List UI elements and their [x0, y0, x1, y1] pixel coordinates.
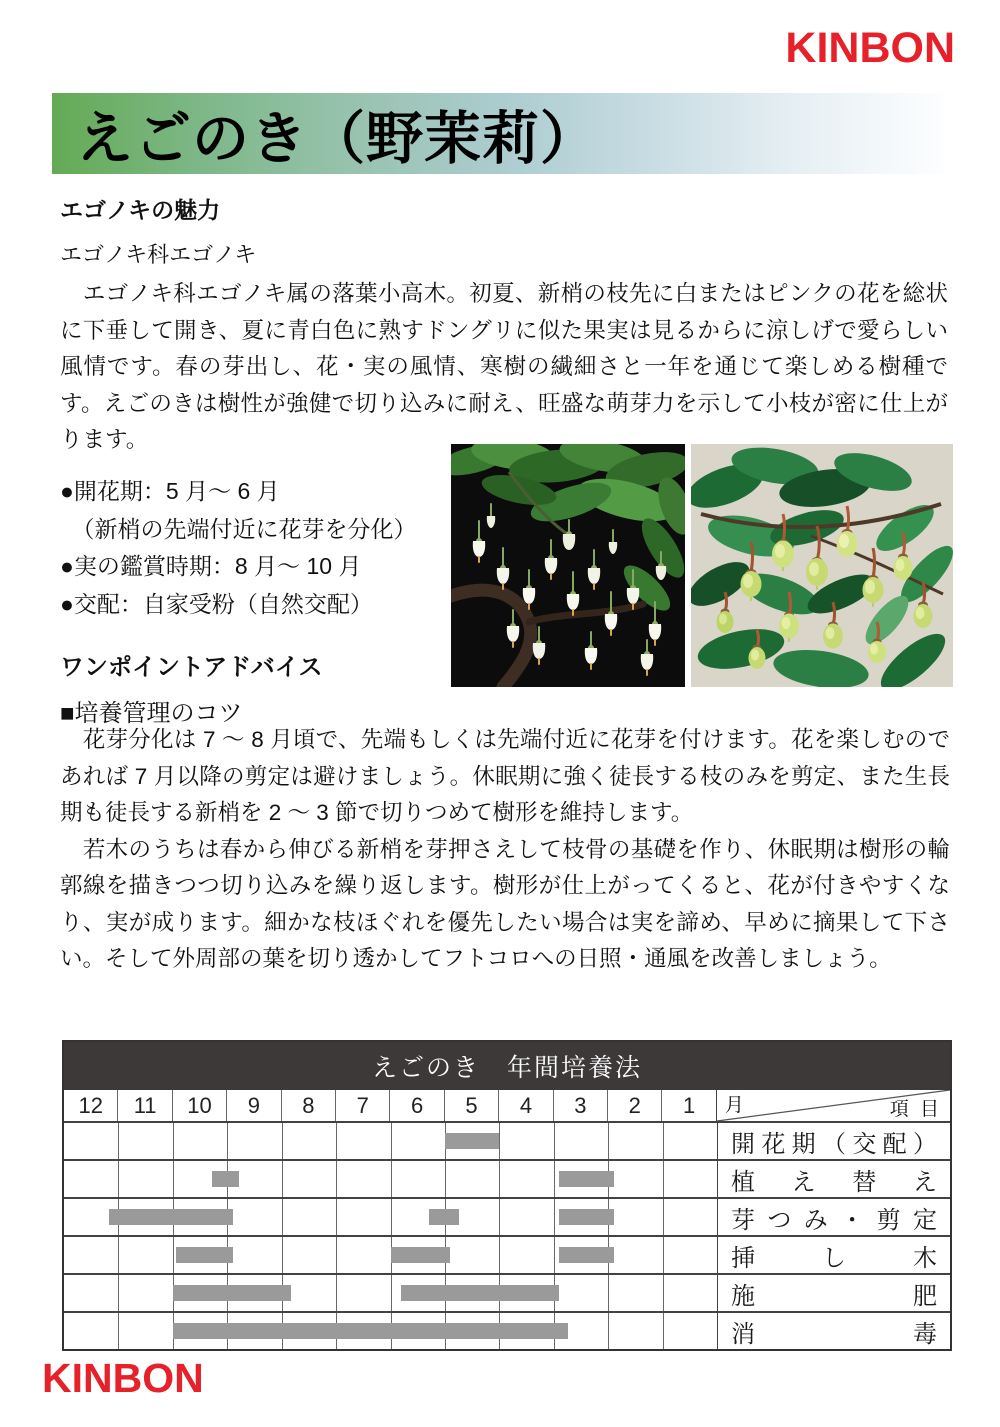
grid-line [663, 1123, 664, 1159]
grid-line [663, 1313, 664, 1349]
calendar-row [64, 1273, 950, 1311]
activity-bar [173, 1285, 291, 1301]
row-label: 開 花 期 （ 交 配 ） [717, 1123, 950, 1159]
calendar-row-grid [64, 1123, 717, 1159]
grid-line [554, 1237, 555, 1273]
grid-line [608, 1313, 609, 1349]
calendar-corner-cell [716, 1090, 950, 1121]
advice-paragraph-1: 花芽分化は 7 ～ 8 月頃で、先端もしくは先端付近に花芽を付けます。花を楽しむのであれば 7 月以降の剪定は避けましょう。休眠期に強く徒長する枝のみを剪定、また生長期も徒長する新梢を 2 ～ 3 節で切りつめて樹形を維持します。 [60, 727, 950, 825]
fact-line: ●交配：自家受粉（自然交配） [60, 590, 373, 617]
grid-line [499, 1199, 500, 1235]
activity-bar [109, 1209, 233, 1225]
month-cell: 2 [608, 1090, 662, 1121]
fact-line: （新梢の先端付近に花芽を分化） [60, 515, 417, 542]
row-label: 消 毒 [717, 1313, 950, 1349]
month-cell: 12 [64, 1090, 118, 1121]
grid-line [663, 1161, 664, 1197]
grid-line [554, 1199, 555, 1235]
row-label: 植 え 替 え [717, 1161, 950, 1197]
month-cell: 11 [118, 1090, 172, 1121]
grid-line [173, 1237, 174, 1273]
fact-line: ●実の鑑賞時期：8 月～ 10 月 [60, 553, 362, 579]
grid-line [118, 1275, 119, 1311]
grid-line [118, 1313, 119, 1349]
calendar-row-grid [64, 1199, 717, 1235]
activity-bar [401, 1285, 559, 1301]
activity-bar [212, 1171, 239, 1187]
calendar-row [64, 1159, 950, 1197]
grid-line [391, 1123, 392, 1159]
intro-section [60, 192, 948, 459]
month-cell: 1 [662, 1090, 716, 1121]
month-cell: 7 [336, 1090, 390, 1121]
grid-line [445, 1161, 446, 1197]
grid-line [663, 1199, 664, 1235]
calendar-month-row [64, 1090, 950, 1121]
intro-heading: エゴノキの魅力 [60, 197, 221, 223]
advice-subheading: ■培養管理のコツ [60, 700, 243, 727]
row-label: 挿 し 木 [717, 1237, 950, 1273]
activity-bar [445, 1133, 499, 1149]
kinbon-logo-bottom: KINBON [42, 1355, 204, 1401]
grid-line [499, 1237, 500, 1273]
grid-line [118, 1161, 119, 1197]
calendar-row-grid [64, 1161, 717, 1197]
advice-body [60, 722, 950, 978]
calendar-row [64, 1235, 950, 1273]
grid-line [282, 1123, 283, 1159]
grid-line [336, 1161, 337, 1197]
grid-line [227, 1123, 228, 1159]
advice-paragraph-2: 若木のうちは春から伸びる新梢を芽押さえして枝骨の基礎を作り、休眠期は樹形の輪郭線を描きつつ切り込みを繰り返します。樹形が仕上がってくると、花が付きやすくなり、実が成ります。細かな枝ほぐれを優先したい場合は実を諦め、早めに摘果して下さい。そして外周部の葉を切り透かしてフトコロへの日照・通風を改善しましょう。 [60, 836, 950, 971]
grid-line [336, 1199, 337, 1235]
grid-line [118, 1123, 119, 1159]
activity-bar [559, 1209, 613, 1225]
grid-line [554, 1161, 555, 1197]
month-cell: 4 [499, 1090, 553, 1121]
calendar-title: えごのき 年間培養法 [64, 1042, 950, 1090]
activity-bar [559, 1247, 613, 1263]
title-banner [52, 93, 945, 174]
row-label: 芽 つ み ・ 剪 定 [717, 1199, 950, 1235]
activity-bar [391, 1247, 451, 1263]
grid-line [554, 1123, 555, 1159]
month-cell: 8 [282, 1090, 336, 1121]
month-cell: 9 [227, 1090, 281, 1121]
grid-line [608, 1275, 609, 1311]
grid-line [391, 1161, 392, 1197]
corner-item-label: 項 目 [889, 1099, 942, 1120]
grid-line [173, 1123, 174, 1159]
white-flowers-photo [451, 444, 685, 687]
calendar-row-grid [64, 1237, 717, 1273]
month-cell: 3 [554, 1090, 608, 1121]
grid-line [282, 1237, 283, 1273]
grid-line [663, 1237, 664, 1273]
grid-line [499, 1161, 500, 1197]
grid-line [118, 1237, 119, 1273]
calendar-row-grid [64, 1313, 717, 1349]
photo-strip [451, 444, 953, 687]
calendar-row [64, 1197, 950, 1235]
intro-paragraph: エゴノキ科エゴノキ属の落葉小高木。初夏、新梢の枝先に白またはピンクの花を総状に下垂して開き、夏に青白色に熟すドングリに似た果実は見るからに涼しげで愛らしい風情です。春の芽出し、花・実の風情、寒樹の繊細さと一年を通じて楽しめる樹種です。えごのきは樹性が強健で切り込みに耐え、旺盛な萌芽力を示して小枝が密に仕上がります。 [60, 281, 948, 452]
activity-bar [176, 1247, 233, 1263]
month-cell: 5 [445, 1090, 499, 1121]
calendar-row [64, 1311, 950, 1349]
advice-heading: ワンポイントアドバイス [60, 654, 323, 681]
activity-bar [559, 1171, 613, 1187]
row-label: 施 肥 [717, 1275, 950, 1311]
grid-line [608, 1123, 609, 1159]
grid-line [663, 1275, 664, 1311]
grid-line [391, 1275, 392, 1311]
grid-line [336, 1237, 337, 1273]
month-cell: 6 [390, 1090, 444, 1121]
annual-care-calendar [62, 1040, 952, 1351]
grid-line [336, 1123, 337, 1159]
facts-list [60, 473, 452, 623]
activity-bar [173, 1323, 569, 1339]
green-fruits-photo [691, 444, 953, 687]
kinbon-logo-top: KINBON [785, 24, 955, 72]
page-title: えごのき（野茉莉） [76, 107, 598, 171]
grid-line [282, 1199, 283, 1235]
grid-line [173, 1161, 174, 1197]
month-cell: 10 [173, 1090, 227, 1121]
grid-line [282, 1161, 283, 1197]
grid-line [499, 1123, 500, 1159]
fact-line: ●開花期：5 月～ 6 月 [60, 478, 280, 504]
corner-month-label: 月 [724, 1095, 744, 1116]
advice-section-head [60, 647, 452, 728]
grid-line [391, 1199, 392, 1235]
calendar-rows [64, 1121, 950, 1349]
calendar-row [64, 1121, 950, 1159]
activity-bar [429, 1209, 459, 1225]
calendar-row-grid [64, 1275, 717, 1311]
grid-line [336, 1275, 337, 1311]
species-line: エゴノキ科エゴノキ [60, 242, 257, 267]
